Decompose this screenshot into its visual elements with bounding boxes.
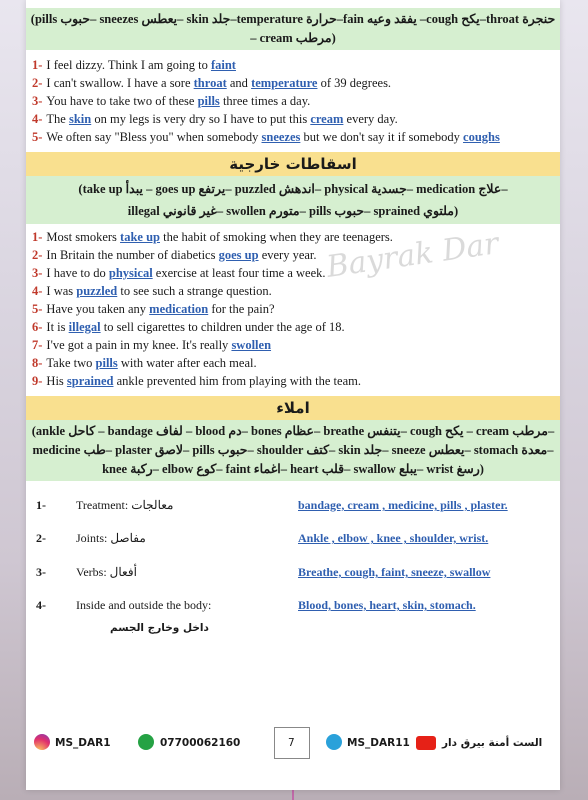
sentence-text: I've got a pain in my knee. It's really bbox=[46, 338, 232, 352]
sentence-text: for the pain? bbox=[208, 302, 275, 316]
word-bank-3 bbox=[26, 420, 560, 481]
sentence-item bbox=[32, 56, 560, 74]
sentence-number: 5- bbox=[32, 130, 43, 144]
answer-word: illegal bbox=[68, 320, 101, 334]
sentence-number: 2- bbox=[32, 76, 43, 90]
answer-word: swollen bbox=[231, 338, 272, 352]
sentence-text: Take two bbox=[46, 356, 96, 370]
category-number: 4- bbox=[36, 598, 46, 612]
word-bank-2 bbox=[26, 176, 560, 224]
section-banner-extra: اسقاطات خارجية bbox=[26, 152, 560, 176]
phone-number[interactable]: 07700062160 bbox=[160, 737, 241, 749]
sentence-item bbox=[32, 336, 560, 354]
word-bank-2-line2: illegal غير قانوني– swollen متورم– pills حبوب– sprained ملتوي) bbox=[127, 204, 459, 218]
answer-word: puzzled bbox=[76, 284, 118, 298]
sentence-item bbox=[32, 128, 560, 146]
sentence-text: three times a day. bbox=[219, 94, 311, 108]
sentence-number: 3- bbox=[32, 266, 43, 280]
answer-word: pills bbox=[197, 94, 220, 108]
word-bank-1-line2: – cream مرطب) bbox=[250, 31, 336, 45]
word-bank-1-line1: (pills حبوب– sneezes يعطس– skin جلد–temperature حرارة–fain يفقد وعيه –cough يكح–throat حنجرة bbox=[30, 12, 556, 26]
answer-word: physical bbox=[108, 266, 153, 280]
sentence-text: but we don't say it if somebody bbox=[300, 130, 464, 144]
sentence-text: It is bbox=[46, 320, 69, 334]
category-label: Joints: مفاصل bbox=[76, 531, 146, 545]
word-bank-3-line2: medicine طب– plaster لاصق– pills حبوب– shoulder كتف– skin جلد– sneeze يعطس– stomach معدة– bbox=[32, 443, 554, 457]
sentence-text: In Britain the number of diabetics bbox=[46, 248, 219, 262]
sentence-text: every day. bbox=[343, 112, 398, 126]
sentence-item bbox=[32, 300, 560, 318]
sentence-text: to sell cigarettes to children under the age of 18. bbox=[100, 320, 345, 334]
answer-word: sneezes bbox=[261, 130, 301, 144]
category-answer: bandage, cream , medicine, pills , plaster. bbox=[298, 498, 508, 512]
page-number: 7 bbox=[288, 737, 295, 749]
section-banner-spelling: املاء bbox=[26, 396, 560, 420]
answer-word: faint bbox=[210, 58, 236, 72]
sentence-text: of 39 degrees. bbox=[317, 76, 392, 90]
category-label-arabic bbox=[110, 622, 209, 634]
sentence-text: to see such a strange question. bbox=[117, 284, 272, 298]
word-bank-3-line3: knee ركبة– elbow كوع– faint اغماء– heart قلب– swallow يبلع– wrist رسغ) bbox=[102, 462, 484, 476]
category-label: Treatment: معالجات bbox=[76, 498, 174, 512]
answer-word: throat bbox=[193, 76, 227, 90]
sentence-number: 9- bbox=[32, 374, 43, 388]
sentence-text: I can't swallow. I have a sore bbox=[46, 76, 194, 90]
sentence-text: Have you taken any bbox=[46, 302, 150, 316]
answer-word: temperature bbox=[251, 76, 318, 90]
answer-word: pills bbox=[95, 356, 118, 370]
sentence-text: His bbox=[46, 374, 67, 388]
sentence-item bbox=[32, 110, 560, 128]
category-number: 1- bbox=[36, 498, 46, 512]
sentence-item bbox=[32, 372, 560, 390]
watermark: Bayrak Dar bbox=[324, 226, 501, 285]
page-footer bbox=[26, 725, 560, 765]
sentence-item bbox=[32, 264, 560, 282]
instagram-icon[interactable] bbox=[34, 734, 50, 750]
answer-word: cream bbox=[310, 112, 344, 126]
answer-word: sprained bbox=[66, 374, 114, 388]
category-label-arabic-text: داخل وخارج الجسم bbox=[110, 622, 209, 634]
sentence-number: 4- bbox=[32, 112, 43, 126]
category-answer: Blood, bones, heart, skin, stomach. bbox=[298, 598, 476, 612]
word-bank-3-line1: (ankle كاحل – bandage لفاف – blood دم– bones عظام– breathe يتنفس– cough يكح – cream مرطب– bbox=[31, 424, 555, 438]
telegram-icon[interactable] bbox=[326, 734, 342, 750]
answer-word: medication bbox=[149, 302, 209, 316]
sentence-text: We often say "Bless you" when somebody bbox=[46, 130, 262, 144]
sentence-number: 4- bbox=[32, 284, 43, 298]
youtube-icon[interactable] bbox=[416, 736, 436, 750]
sentence-number: 3- bbox=[32, 94, 43, 108]
exercise-1-list bbox=[26, 56, 560, 146]
category-label: Verbs: أفعال bbox=[76, 565, 137, 579]
sentence-number: 1- bbox=[32, 230, 43, 244]
answer-word: skin bbox=[68, 112, 92, 126]
sentence-item bbox=[32, 354, 560, 372]
category-number: 3- bbox=[36, 565, 46, 579]
sentence-item bbox=[32, 282, 560, 300]
sentence-number: 6- bbox=[32, 320, 43, 334]
sentence-item bbox=[32, 318, 560, 336]
word-bank-1 bbox=[26, 8, 560, 50]
sentence-text: You have to take two of these bbox=[46, 94, 198, 108]
sentence-number: 7- bbox=[32, 338, 43, 352]
worksheet-page bbox=[26, 0, 560, 790]
sentence-text: on my legs is very dry so I have to put this bbox=[91, 112, 311, 126]
word-bank-2-line1: (take up يبدأ – goes up يرتفع– puzzled اندهش– physical جسدية– medication علاج– bbox=[78, 182, 508, 196]
answer-word: coughs bbox=[463, 130, 500, 144]
sentence-text: the habit of smoking when they are teenagers. bbox=[160, 230, 393, 244]
whatsapp-icon[interactable] bbox=[138, 734, 154, 750]
sentence-item bbox=[32, 92, 560, 110]
sentence-text: The bbox=[46, 112, 69, 126]
sentence-text: with water after each meal. bbox=[117, 356, 257, 370]
sentence-number: 8- bbox=[32, 356, 43, 370]
sentence-text: I have to do bbox=[46, 266, 109, 280]
sentence-number: 5- bbox=[32, 302, 43, 316]
sentence-text: every year. bbox=[258, 248, 317, 262]
sentence-text: and bbox=[226, 76, 252, 90]
sentence-number: 1- bbox=[32, 58, 43, 72]
category-number: 2- bbox=[36, 531, 46, 545]
sentence-text: I feel dizzy. Think I am going to bbox=[46, 58, 211, 72]
sentence-item bbox=[32, 74, 560, 92]
sentence-text: ankle prevented him from playing with the team. bbox=[113, 374, 361, 388]
youtube-channel[interactable]: الست أمنة بيرق دار bbox=[442, 737, 543, 749]
sentence-text: exercise at least four time a week. bbox=[152, 266, 326, 280]
telegram-handle[interactable]: MS_DAR11 bbox=[347, 737, 410, 749]
instagram-handle[interactable]: MS_DAR1 bbox=[55, 737, 111, 749]
sentence-text: I was bbox=[46, 284, 77, 298]
sentence-number: 2- bbox=[32, 248, 43, 262]
category-answer: Ankle , elbow , knee , shoulder, wrist. bbox=[298, 531, 489, 545]
answer-word: goes up bbox=[218, 248, 259, 262]
category-label: Inside and outside the body: bbox=[76, 598, 212, 612]
sentence-text: Most smokers bbox=[46, 230, 121, 244]
answer-word: take up bbox=[120, 230, 160, 244]
category-answer: Breathe, cough, faint, sneeze, swallow bbox=[298, 565, 491, 579]
